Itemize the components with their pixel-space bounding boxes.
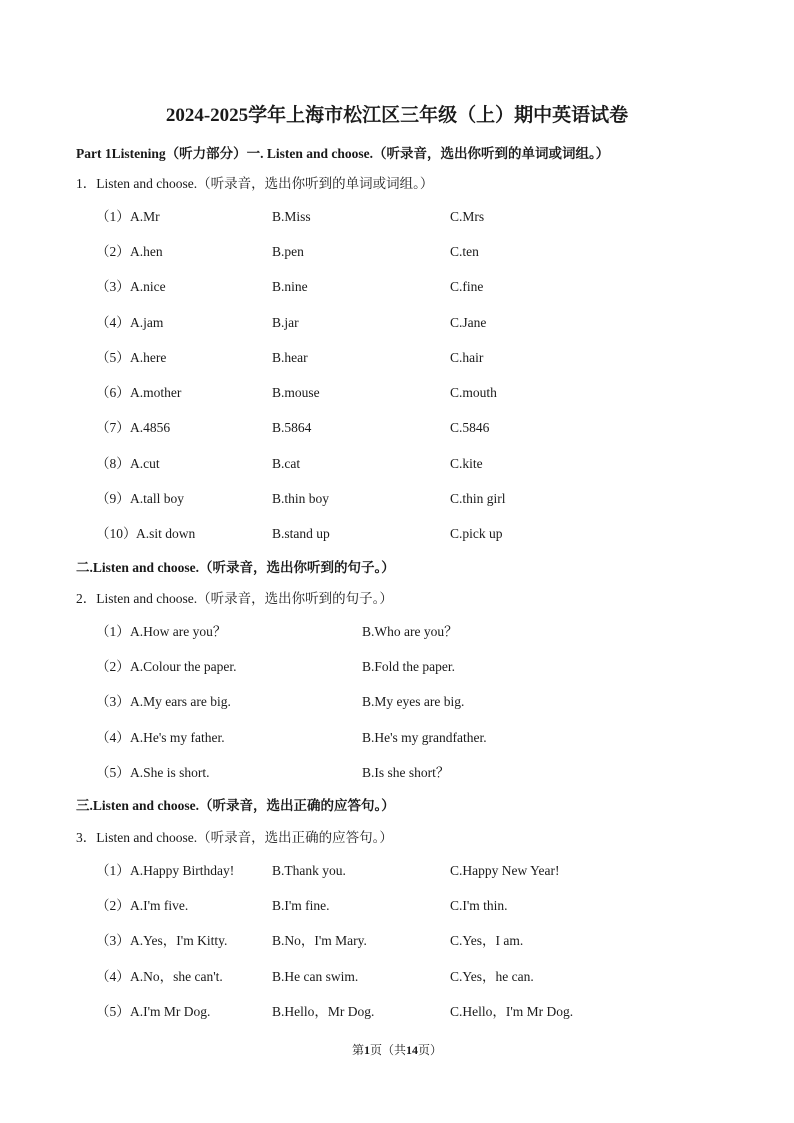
footer-middle: 页（共 [369,1043,406,1057]
option-b: B.Is she short？ [362,765,450,780]
footer-total-pages: 14 [406,1043,418,1057]
option-a: A.jam [130,315,164,330]
item-number: （5） [96,1004,130,1019]
option-b: B.He can swim. [272,969,359,984]
option-c: C.Hello，I'm Mr Dog. [450,1004,574,1019]
option-b: B.My eyes are big. [362,694,465,709]
option-c: C.fine [450,279,484,294]
option-c: C.ten [450,244,479,259]
option-a: A.No，she can't. [130,969,223,984]
footer-prefix: 第 [351,1043,364,1057]
item-number: （2） [96,898,130,913]
question-2-item-1 [0,623,794,641]
item-number: （8） [96,456,130,471]
option-c: C.I'm thin. [450,898,508,913]
option-c: C.Mrs [450,209,485,224]
option-c: C.hair [450,350,484,365]
item-number: （3） [96,933,130,948]
item-number: （5） [96,765,130,780]
item-number: （2） [96,659,130,674]
question-1-item-10 [0,525,794,543]
option-a: A.How are you？ [130,624,227,639]
option-b: B.Fold the paper. [362,659,455,674]
option-b: B.mouse [272,385,320,400]
item-number: （1） [96,624,130,639]
item-number: （9） [96,491,130,506]
option-c: C.Happy New Year! [450,863,560,878]
option-a: A.I'm five. [130,898,189,913]
question-2-item-4 [0,729,794,747]
question-3-stem: 3．Listen and choose.（听录音，选出正确的应答句。） [76,830,393,845]
option-a: A.tall boy [130,491,184,506]
question-3-item-2 [0,897,794,915]
question-1-stem: 1．Listen and choose.（听录音，选出你听到的单词或词组。） [76,176,434,191]
item-number: （7） [96,420,130,435]
option-c: C.Jane [450,315,487,330]
question-1-item-6 [0,384,794,402]
option-a: A.hen [130,244,163,259]
option-a: A.here [130,350,167,365]
section-2-heading: 二.Listen and choose.（听录音，选出你听到的句子。） [76,560,395,575]
question-1-item-4 [0,314,794,332]
section-3-heading: 三.Listen and choose.（听录音，选出正确的应答句。） [76,798,395,813]
option-a: A.cut [130,456,160,471]
item-number: （4） [96,969,130,984]
item-number: （4） [96,730,130,745]
item-number: （10） [96,526,137,541]
footer-page-number: 1 [363,1043,370,1057]
question-2-item-2 [0,658,794,676]
option-a: A.mother [130,385,182,400]
option-b: B.He's my grandfather. [362,730,487,745]
question-2-stem: 2．Listen and choose.（听录音，选出你听到的句子。） [76,591,393,606]
item-number: （1） [96,209,130,224]
option-b: B.pen [272,244,304,259]
option-b: B.cat [272,456,301,471]
page-title: 2024-2025学年上海市松江区三年级（上）期中英语试卷 [165,105,629,126]
option-a: A.4856 [130,420,171,435]
question-1-item-1 [0,208,794,226]
option-b: B.I'm fine. [272,898,330,913]
item-number: （4） [96,315,130,330]
question-1-item-8 [0,455,794,473]
item-number: （1） [96,863,130,878]
option-b: B.stand up [272,526,330,541]
item-number: （2） [96,244,130,259]
option-a: A.She is short. [130,765,210,780]
option-b: B.Thank you. [272,863,346,878]
item-number: （5） [96,350,130,365]
option-b: B.Who are you？ [362,624,458,639]
question-2-item-5 [0,764,794,782]
question-1-item-9 [0,490,794,508]
item-number: （3） [96,694,130,709]
option-b: B.Hello，Mr Dog. [272,1004,375,1019]
option-a: A.My ears are big. [130,694,231,709]
option-c: C.pick up [450,526,503,541]
option-b: B.jar [272,315,299,330]
option-c: C.5846 [450,420,490,435]
question-3-item-1 [0,862,794,880]
option-b: B.thin boy [272,491,330,506]
option-c: C.mouth [450,385,497,400]
option-a: A.sit down [136,526,196,541]
option-b: B.Miss [272,209,311,224]
question-1-item-3 [0,278,794,296]
option-a: A.Happy Birthday! [130,863,235,878]
option-c: C.kite [450,456,483,471]
option-b: B.No，I'm Mary. [272,933,367,948]
question-3-item-4 [0,968,794,986]
question-3-item-5 [0,1003,794,1021]
option-a: A.nice [130,279,166,294]
question-1-item-2 [0,243,794,261]
footer-suffix: 页） [418,1043,443,1057]
option-b: B.hear [272,350,308,365]
question-1-item-5 [0,349,794,367]
question-1-item-7 [0,419,794,437]
option-c: C.Yes，I am. [450,933,524,948]
option-a: A.Yes，I'm Kitty. [130,933,228,948]
option-c: C.thin girl [450,491,506,506]
page-footer [0,1042,794,1058]
item-number: （3） [96,279,130,294]
question-3-item-3 [0,932,794,950]
option-a: A.He's my father. [130,730,225,745]
option-b: B.nine [272,279,308,294]
option-a: A.I'm Mr Dog. [130,1004,211,1019]
option-a: A.Mr [130,209,160,224]
option-a: A.Colour the paper. [130,659,237,674]
question-2-item-3 [0,693,794,711]
option-b: B.5864 [272,420,312,435]
item-number: （6） [96,385,130,400]
option-c: C.Yes，he can. [450,969,534,984]
section-1-heading: Part 1Listening（听力部分）一. Listen and choose.（听录音，选出你听到的单词或词组。） [76,146,610,161]
